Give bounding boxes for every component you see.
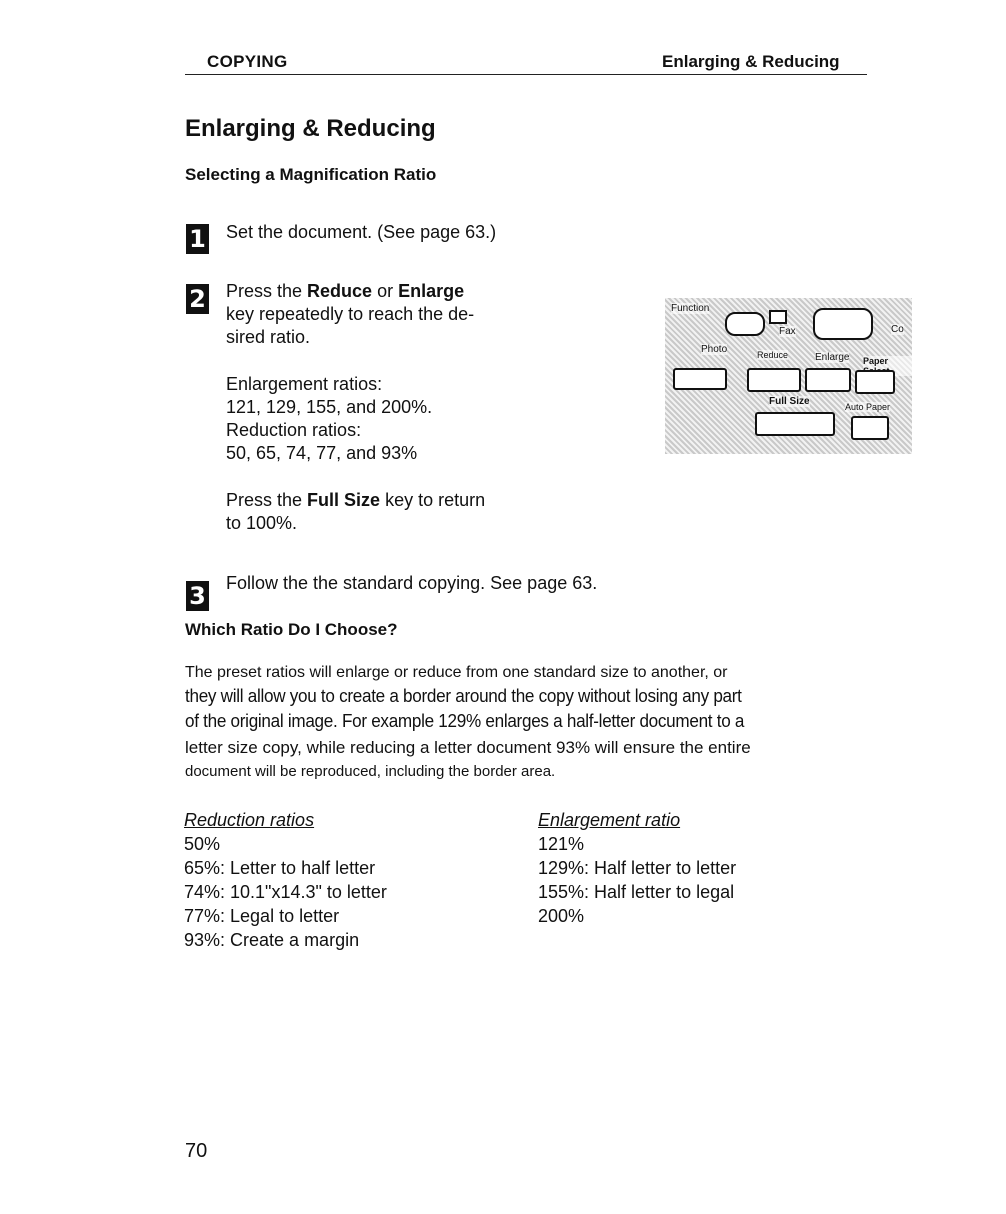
full-size-key (755, 412, 835, 436)
page-number: 70 (185, 1140, 208, 1162)
full-size-key-label: Full Size (307, 490, 381, 510)
step-2-line-3: sired ratio. (226, 327, 311, 347)
paragraph-line-1: The preset ratios will enlarge or reduce from one standard size to another, or (185, 664, 728, 681)
page-title: Enlarging & Reducing (185, 115, 436, 142)
ratio-summary (226, 373, 432, 465)
enlarge-key (805, 368, 851, 392)
enlargement-ratios-label: Enlargement ratios: (226, 374, 383, 394)
enlargement-ratios-values: 121, 129, 155, and 200%. (226, 397, 433, 417)
enlargement-list-heading: Enlargement ratio (538, 810, 681, 830)
step-1-text: Set the document. (See page 63.) (226, 222, 497, 242)
full-size-line-2: to 100%. (226, 513, 298, 533)
paper-select-key (855, 370, 895, 394)
panel-label-fax: Fax (779, 326, 796, 337)
paragraph-line-2: they will allow you to create a border around the copy without losing any part (185, 686, 742, 706)
paragraph-line-3: of the original image. For example 129% enlarges a half-letter document to a (185, 711, 745, 731)
full-size-text-post: key to return (380, 490, 486, 510)
full-size-text-pre: Press the (226, 490, 308, 510)
copy-icon (769, 310, 787, 324)
reduction-list-heading: Reduction ratios (184, 810, 315, 830)
reduction-ratios-label: Reduction ratios: (226, 420, 362, 440)
function-key (725, 312, 765, 336)
list-item: 74%: 10.1"x14.3" to letter (184, 882, 387, 902)
step-2-text-mid: or (372, 281, 399, 301)
photo-key (673, 368, 727, 390)
header-topic-label: Enlarging & Reducing (662, 52, 840, 71)
step-3-text: Follow the the standard copying. See page 63. (226, 573, 598, 593)
panel-label-enlarge: Enlarge (815, 352, 850, 363)
list-item: 93%: Create a margin (184, 930, 360, 950)
panel-label-function: Function (671, 303, 710, 314)
auto-paper-key (851, 416, 889, 440)
list-item: 50% (184, 834, 221, 854)
enlarge-key-label: Enlarge (398, 281, 465, 301)
list-item: 121% (538, 834, 585, 854)
enlargement-ratio-list (538, 808, 736, 928)
section-title-selecting: Selecting a Magnification Ratio (185, 165, 437, 184)
full-size-line-1 (226, 489, 485, 512)
fax-key (813, 308, 873, 340)
reduction-ratio-list (184, 808, 387, 952)
paragraph-line-4: letter size copy, while reducing a letter document 93% will ensure the entire (185, 738, 751, 757)
step-2-instruction (226, 280, 526, 349)
panel-label-full-size: Full Size (769, 396, 810, 407)
step-number-1: 1 (186, 224, 209, 254)
step-2-line-1 (226, 280, 526, 303)
panel-label-auto-paper: Auto Paper (845, 402, 891, 412)
panel-label-photo: Photo (701, 344, 728, 355)
step-number-3: 3 (186, 581, 209, 611)
panel-label-paper-select: Paper (863, 356, 912, 376)
list-item: 155%: Half letter to legal (538, 882, 735, 902)
panel-label-co: Co (891, 324, 904, 335)
panel-label-reduce: Reduce (757, 350, 789, 360)
reduce-key (747, 368, 801, 392)
step-2-line-2: key repeatedly to reach the de- (226, 304, 475, 324)
list-item: 65%: Letter to half letter (184, 858, 376, 878)
list-item: 77%: Legal to letter (184, 906, 340, 926)
step-2-text-pre: Press the (226, 281, 308, 301)
full-size-note (226, 489, 485, 535)
paragraph-line-5: document will be reproduced, including the border area. (185, 763, 556, 780)
list-item: 200% (538, 906, 585, 926)
list-item: 129%: Half letter to letter (538, 858, 737, 878)
reduce-key-label: Reduce (307, 281, 373, 301)
header-rule (185, 74, 867, 75)
step-number-2: 2 (186, 284, 209, 314)
control-panel-illustration (665, 298, 912, 454)
header-section-label: COPYING (207, 52, 288, 71)
reduction-ratios-values: 50, 65, 74, 77, and 93% (226, 443, 418, 463)
section-title-which-ratio: Which Ratio Do I Choose? (185, 620, 398, 639)
